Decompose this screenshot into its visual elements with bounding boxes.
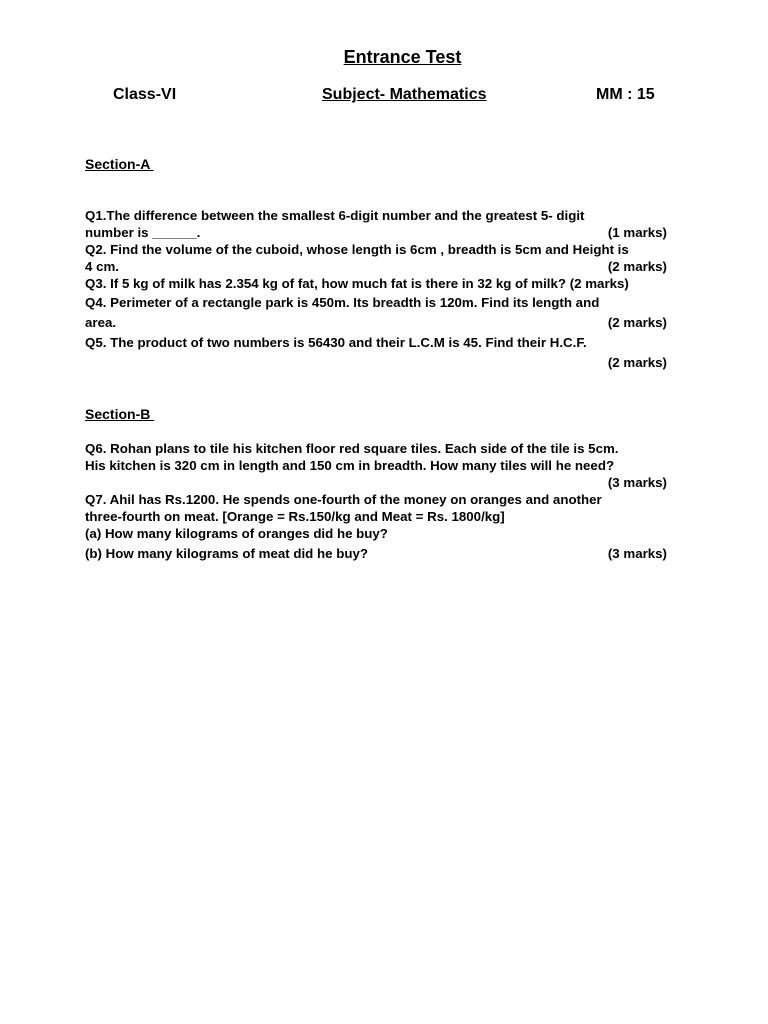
q5-marks: (2 marks) (607, 355, 667, 370)
q4-marks: (2 marks) (607, 315, 667, 330)
q4-line2: area. (85, 315, 117, 330)
q1-line2: number is ______. (85, 225, 201, 240)
q4-line1: Q4. Perimeter of a rectangle park is 450m. Its breadth is 120m. Find its length and (85, 295, 600, 310)
q7-line1: Q7. Ahil has Rs.1200. He spends one-fourth of the money on oranges and another (85, 492, 602, 507)
q6-line1: Q6. Rohan plans to tile his kitchen floor red square tiles. Each side of the tile is 5cm. (85, 441, 619, 456)
q7-marks: (3 marks) (607, 546, 667, 561)
q7a: (a) How many kilograms of oranges did he buy? (85, 526, 388, 541)
q6-marks: (3 marks) (607, 475, 667, 490)
section-a-heading: Section-A (85, 156, 154, 172)
q7-line2: three-fourth on meat. [Orange = Rs.150/kg and Meat = Rs. 1800/kg] (85, 509, 505, 524)
section-b-heading: Section-B (85, 406, 155, 422)
q3-line1: Q3. If 5 kg of milk has 2.354 kg of fat, how much fat is there in 32 kg of milk? (2 marks) (85, 276, 629, 291)
q1-line1: Q1.The difference between the smallest 6-digit number and the greatest 5- digit (85, 208, 585, 223)
subject-label: Subject- Mathematics (322, 86, 487, 103)
q1-marks: (1 marks) (607, 225, 667, 240)
q2-marks: (2 marks) (607, 259, 667, 274)
q5-line1: Q5. The product of two numbers is 56430 and their L.C.M is 45. Find their H.C.F. (85, 335, 587, 350)
q2-line1: Q2. Find the volume of the cuboid, whose length is 6cm , breadth is 5cm and Height is (85, 242, 629, 257)
max-marks-label: MM : 15 (596, 86, 655, 103)
q7b: (b) How many kilograms of meat did he buy? (85, 546, 368, 561)
q2-line2: 4 cm. (85, 259, 120, 274)
class-label: Class-VI (113, 86, 177, 103)
q6-line2: His kitchen is 320 cm in length and 150 cm in breadth. How many tiles will he need? (85, 458, 615, 473)
page-title: Entrance Test (343, 47, 462, 67)
